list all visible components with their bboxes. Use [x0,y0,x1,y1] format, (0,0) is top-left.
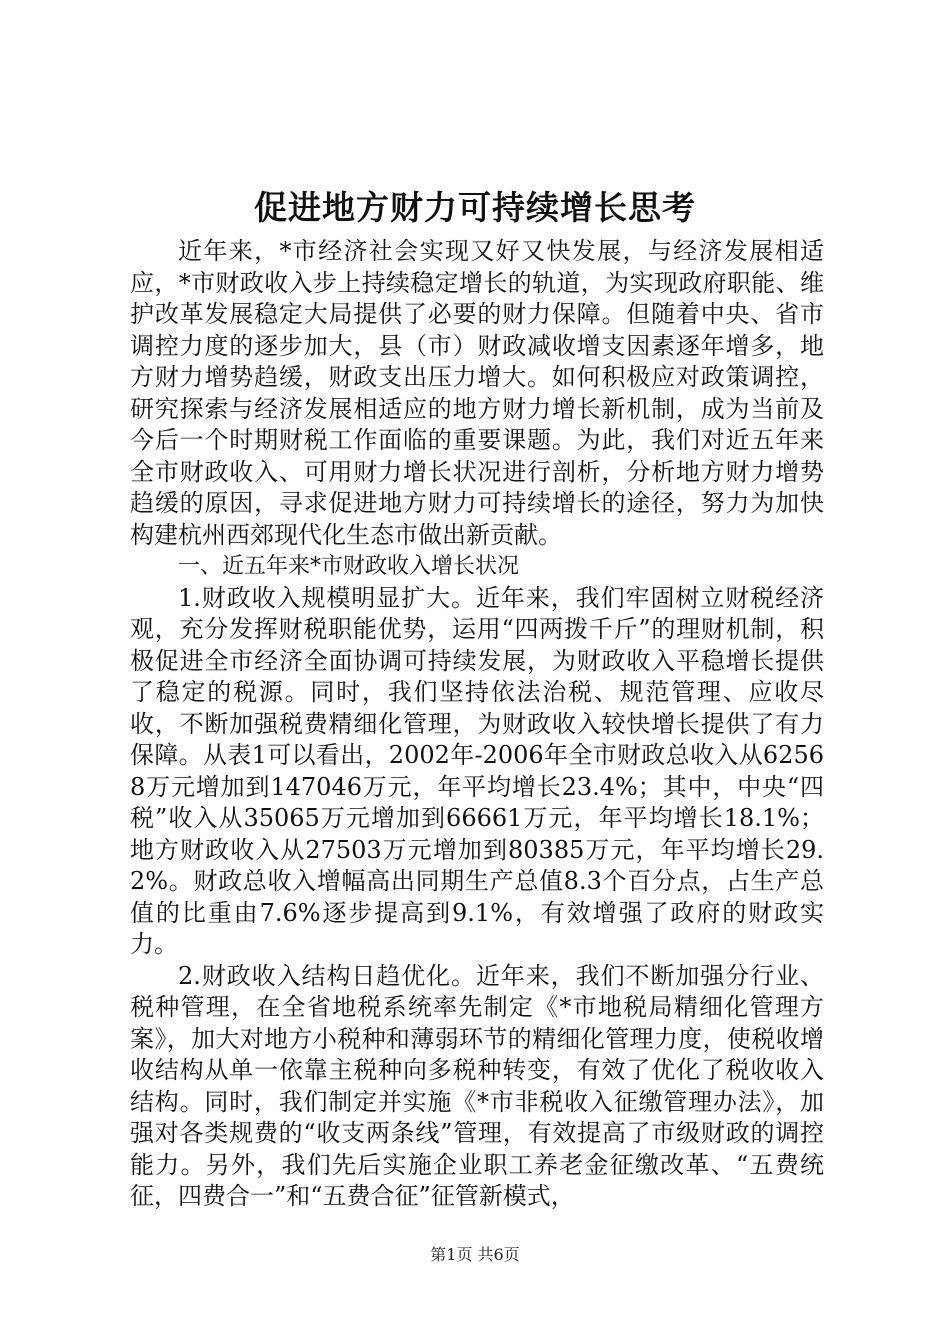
section-heading-1: 一、近五年来*市财政收入增长状况 [178,554,520,579]
document-title: 促进地方财力可持续增长思考 [254,188,696,227]
document-body [130,236,824,1213]
page-footer: 第1页 共6页 [430,1245,520,1264]
paragraph-2: 2.财政收入结构日趋优化。近年来，我们不断加强分行业、税种管理，在全省地税系统率先制定《*市地税局精细化管理方案》，加大对地方小税种和薄弱环节的精细化管理力度，使税收增收结构从单一依靠主税种向多税种转变，有效了优化了税收收入结构。同时，我们制定并实施《*市非税收入征缴管理办法》，加强对各类规费的“收支两条线”管理，有效提高了市级财政的调控能力。另外，我们先后实施企业职工养老金征缴改革、“五费统征，四费合一”和“五费合征”征管新模式， [130,961,824,1210]
paragraph-1: 1.财政收入规模明显扩大。近年来，我们牢固树立财税经济观，充分发挥财税职能优势，运用“四两拨千斤”的理财机制，积极促进全市经济全面协调可持续发展，为财政收入平稳增长提供了稳定的税源。同时，我们坚持依法治税、规范管理、应收尽收，不断加强税费精细化管理，为财政收入较快增长提供了有力保障。从表1可以看出，2002年-2006年全市财政总收入从62568万元增加到147046万元，年平均增长23.4%；其中，中央“四税”收入从35065万元增加到66661万元，年平均增长18.1%；地方财政收入从27503万元增加到80385万元，年平均增长29.2%。财政总收入增幅高出同期生产总值8.3个百分点，占生产总值的比重由7.6%逐步提高到9.1%，有效增强了政府的财政实力。 [130,583,824,958]
paragraph-intro: 近年来，*市经济社会实现又好又快发展，与经济发展相适应，*市财政收入步上持续稳定增长的轨道，为实现政府职能、维护改革发展稳定大局提供了必要的财力保障。但随着中央、省市调控力度的逐步加大，县（市）财政减收增支因素逐年增多，地方财力增势趋缓，财政支出压力增大。如何积极应对政策调控，研究探索与经济发展相适应的地方财力增长新机制，成为当前及今后一个时期财税工作面临的重要课题。为此，我们对近五年来全市财政收入、可用财力增长状况进行剖析，分析地方财力增势趋缓的原因，寻求促进地方财力可持续增长的途径，努力为加快构建杭州西郊现代化生态市做出新贡献。 [130,237,824,549]
